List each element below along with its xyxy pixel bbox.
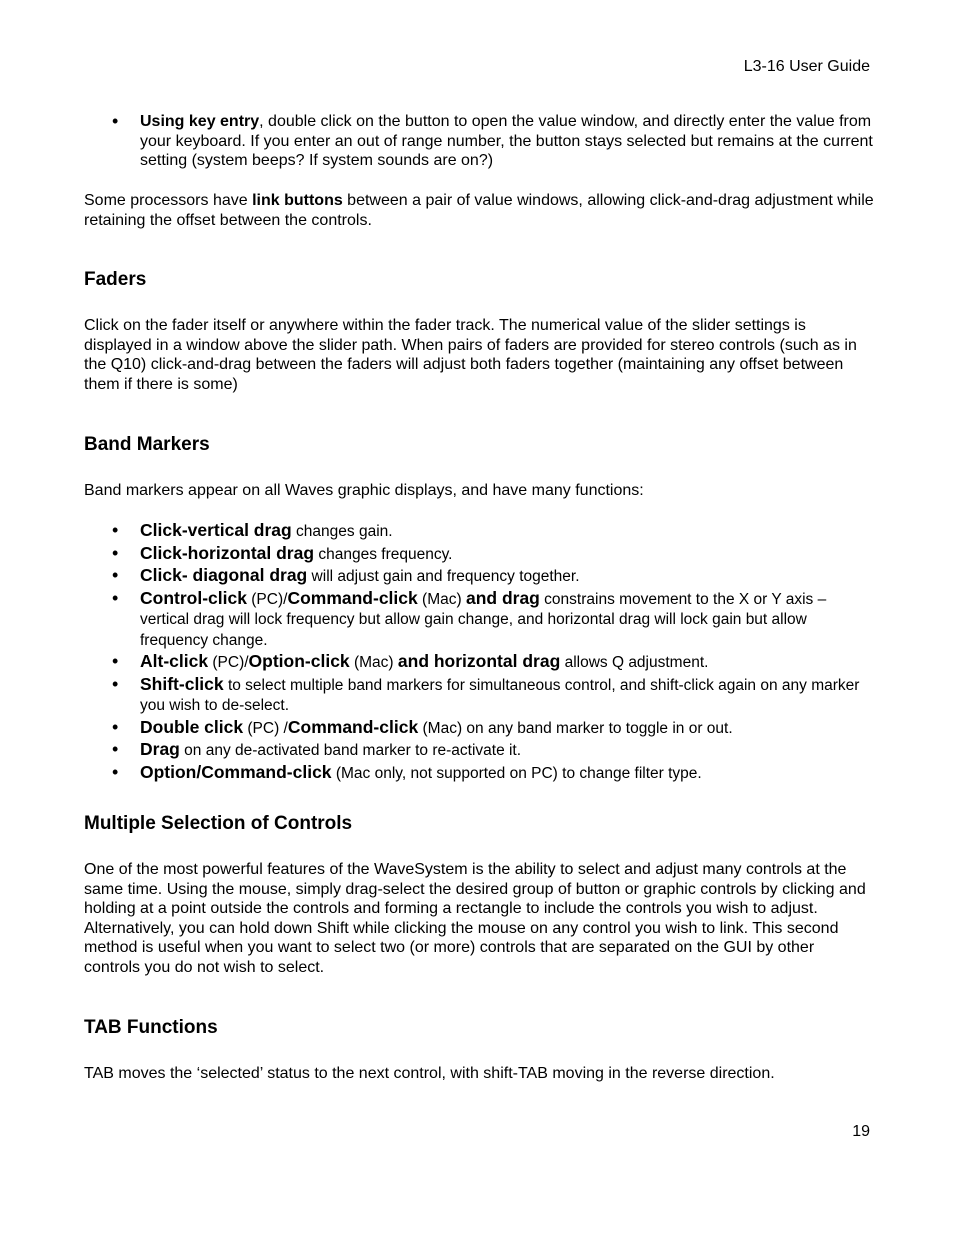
item-term-2: Command-click <box>287 716 419 737</box>
item-term: Double click <box>140 716 244 737</box>
list-item <box>84 717 874 740</box>
link-para-text-1: Some processors have <box>84 192 253 209</box>
link-para-text-2: between a pair of value windows, allowing click-and-drag adjustment while retaining the offset between the controls. <box>84 192 874 229</box>
item-term-3: and horizontal drag <box>397 651 561 671</box>
item-term-3: and drag <box>465 587 540 608</box>
band-marker-functions-list <box>84 520 874 784</box>
item-text: on any de-activated band marker to re-activate it. <box>179 742 522 759</box>
faders-heading: Faders <box>84 269 147 290</box>
list-item <box>84 520 874 543</box>
page-number: 19 <box>852 1123 870 1140</box>
tab-functions-heading: TAB Functions <box>84 1017 218 1038</box>
list-item <box>84 565 874 588</box>
item-term-2: Option-click <box>248 651 350 671</box>
list-item <box>84 588 874 652</box>
band-markers-heading: Band Markers <box>84 434 210 455</box>
item-term: Click-horizontal drag <box>140 542 315 563</box>
item-term: Click-vertical drag <box>140 520 292 540</box>
item-text-2: (Mac) <box>417 590 466 608</box>
item-term-2: Command-click <box>287 587 418 608</box>
item-text-2: (Mac) <box>349 654 398 671</box>
item-term: Alt-click <box>140 651 209 671</box>
list-item <box>84 651 874 674</box>
item-term: Option/Command-click <box>140 761 332 782</box>
list-item <box>84 739 874 762</box>
item-term: Control-click <box>140 587 247 608</box>
item-text: will adjust gain and frequency together. <box>307 568 580 585</box>
list-item <box>84 112 874 171</box>
key-entry-term: Using key entry <box>140 113 260 130</box>
item-text: changes gain. <box>291 523 393 540</box>
band-markers-intro: Band markers appear on all Waves graphic displays, and have many functions: <box>84 482 644 499</box>
tab-functions-paragraph: TAB moves the ‘selected’ status to the next control, with shift-TAB moving in the reverse direction. <box>84 1065 775 1082</box>
intro-bullet-list <box>84 112 874 171</box>
link-buttons-paragraph <box>84 191 874 230</box>
item-term: Drag <box>140 739 180 759</box>
key-entry-text: , double click on the button to open the value window, and directly enter the value from your keyboard. If you enter an out of range number, the button stays selected but remains at the current setting (system beeps? If system sounds are on?) <box>140 113 873 170</box>
item-text-3: allows Q adjustment. <box>560 654 709 671</box>
faders-paragraph: Click on the fader itself or anywhere within the fader track. The numerical value of the slider settings is displayed in a window above the slider path. When pairs of faders are provided for stereo controls (such as in the Q10) click-and-drag between the faders will adjust both faders together (maintaining any offset between them if there is some) <box>84 317 857 393</box>
multiple-selection-paragraph: One of the most powerful features of the WaveSystem is the ability to select and adjust many controls at the same time. Using the mouse, simply drag-select the desired group of button or graphic controls by clicking and holding at a point outside the controls and forming a rectangle to include the controls you wish to adjust. Alternatively, you can hold down Shift while clicking the mouse on any control you wish to link. This second method is useful when you want to select two (or more) controls that are separated on the GUI by other controls you do not wish to select. <box>84 861 866 976</box>
item-text: (PC)/ <box>208 654 249 671</box>
item-text: changes frequency. <box>314 545 453 563</box>
list-item <box>84 543 874 566</box>
item-text-3: constrains movement to the X or Y axis – vertical drag will lock frequency but allow gain change, and horizontal drag will lock gain but allow frequency change. <box>140 590 827 649</box>
list-item <box>84 762 874 785</box>
item-text: (Mac only, not supported on PC) to change filter type. <box>331 764 702 782</box>
item-text-2: (Mac) on any band marker to toggle in or out. <box>418 719 733 737</box>
running-header: L3-16 User Guide <box>743 58 870 75</box>
list-item <box>84 674 874 717</box>
item-term: Click- diagonal drag <box>140 565 308 585</box>
multiple-selection-heading: Multiple Selection of Controls <box>84 813 353 834</box>
item-term: Shift-click <box>140 673 224 694</box>
item-text: to select multiple band markers for simultaneous control, and shift-click again on any marker you wish to de-select. <box>140 676 860 714</box>
link-para-term: link buttons <box>252 192 343 209</box>
item-text: (PC)/ <box>246 590 288 608</box>
item-text: (PC) / <box>243 719 288 737</box>
